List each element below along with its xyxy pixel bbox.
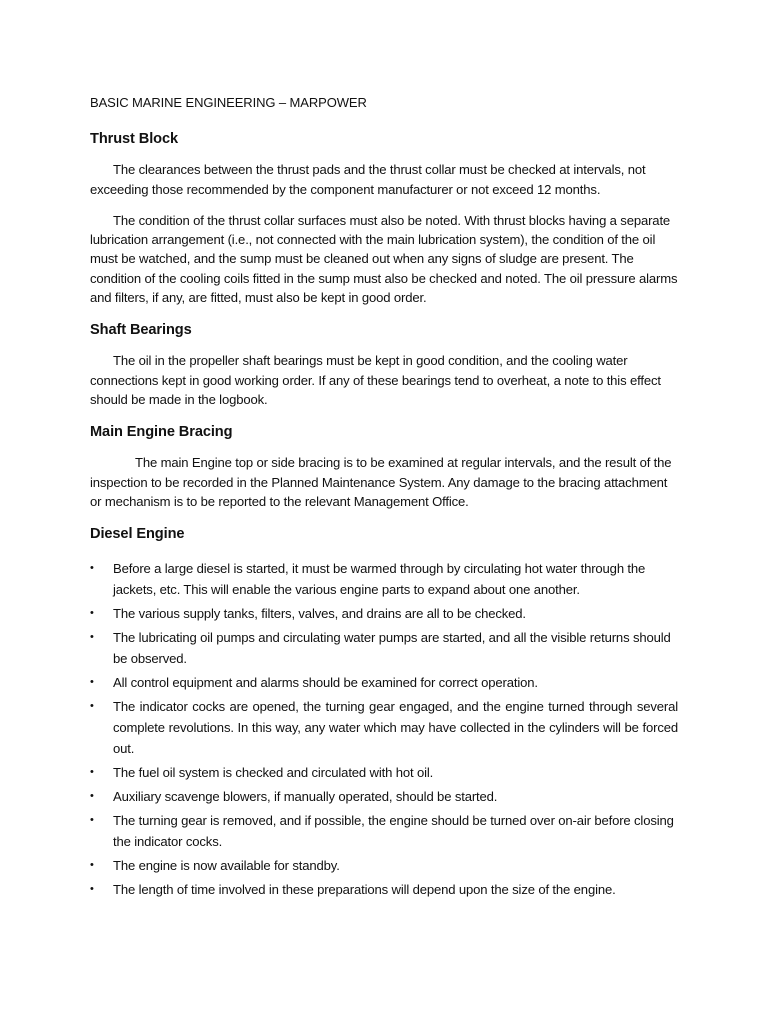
list-item bbox=[90, 879, 678, 900]
list-item bbox=[90, 855, 678, 876]
list-item bbox=[90, 762, 678, 783]
bullet-icon: • bbox=[90, 766, 94, 779]
bullet-icon: • bbox=[90, 859, 94, 872]
list-item bbox=[90, 627, 678, 669]
heading-thrust-block: Thrust Block bbox=[90, 131, 178, 148]
list-item-text: The turning gear is removed, and if possible, the engine should be turned over on-air before closing the indicator cocks. bbox=[113, 813, 674, 850]
list-item-text: All control equipment and alarms should be examined for correct operation. bbox=[113, 675, 538, 691]
section-shaft-bearings bbox=[90, 320, 678, 409]
list-item-text: The length of time involved in these preparations will depend upon the size of the engine. bbox=[113, 882, 616, 898]
bullet-icon: • bbox=[90, 790, 94, 803]
list-item-text: The various supply tanks, filters, valves, and drains are all to be checked. bbox=[113, 606, 526, 622]
heading-diesel-engine: Diesel Engine bbox=[90, 526, 185, 543]
heading-main-engine-bracing: Main Engine Bracing bbox=[90, 424, 233, 441]
paragraph: The oil in the propeller shaft bearings must be kept in good condition, and the cooling water connections kept in good working order. If any of these bearings tend to overheat, a note to this effect should be made in the logbook. bbox=[90, 353, 661, 407]
paragraph: The main Engine top or side bracing is to be examined at regular intervals, and the result of the inspection to be recorded in the Planned Maintenance System. Any damage to the bracing attachment or mechanism is to be reported to the relevant Management Office. bbox=[90, 455, 672, 509]
bullet-icon: • bbox=[90, 631, 94, 644]
list-item-text: The indicator cocks are opened, the turning gear engaged, and the engine turned through several complete revolutions. In this way, any water which may have collected in the cylinders will be forced out. bbox=[113, 699, 678, 757]
heading-shaft-bearings: Shaft Bearings bbox=[90, 322, 192, 339]
list-item-text: The engine is now available for standby. bbox=[113, 858, 340, 874]
list-item bbox=[90, 558, 678, 600]
list-item bbox=[90, 696, 678, 759]
section-main-engine-bracing bbox=[90, 422, 678, 511]
bullet-icon: • bbox=[90, 883, 94, 896]
document-header: BASIC MARINE ENGINEERING – MARPOWER bbox=[90, 95, 367, 110]
bullet-icon: • bbox=[90, 607, 94, 620]
section-diesel-engine bbox=[90, 524, 678, 900]
bullet-icon: • bbox=[90, 700, 94, 713]
list-item bbox=[90, 603, 678, 624]
paragraph: The clearances between the thrust pads and the thrust collar must be checked at intervals, not exceeding those recommended by the component manufacturer or not exceed 12 months. bbox=[90, 162, 646, 197]
list-item bbox=[90, 786, 678, 807]
bullet-icon: • bbox=[90, 676, 94, 689]
bullet-list bbox=[90, 558, 678, 900]
paragraph: The condition of the thrust collar surfaces must also be noted. With thrust blocks having a separate lubrication arrangement (i.e., not connected with the main lubrication system), the condition of the oil must be watched, and the sump must be cleaned out when any signs of sludge are present. The condition of the cooling coils fitted in the sump must also be checked and noted. The oil pressure alarms and filters, if any, are fitted, must also be kept in good order. bbox=[90, 212, 678, 306]
list-item bbox=[90, 672, 678, 693]
section-thrust-block bbox=[90, 129, 678, 307]
document-body bbox=[90, 93, 678, 913]
list-item-text: Before a large diesel is started, it must be warmed through by circulating hot water through the jackets, etc. This will enable the various engine parts to expand about one another. bbox=[113, 561, 646, 598]
bullet-icon: • bbox=[90, 562, 94, 575]
list-item bbox=[90, 810, 678, 852]
list-item-text: The fuel oil system is checked and circulated with hot oil. bbox=[113, 765, 434, 781]
list-item-text: The lubricating oil pumps and circulating water pumps are started, and all the visible returns should be observed. bbox=[113, 630, 671, 667]
list-item-text: Auxiliary scavenge blowers, if manually operated, should be started. bbox=[113, 789, 498, 805]
bullet-icon: • bbox=[90, 814, 94, 827]
